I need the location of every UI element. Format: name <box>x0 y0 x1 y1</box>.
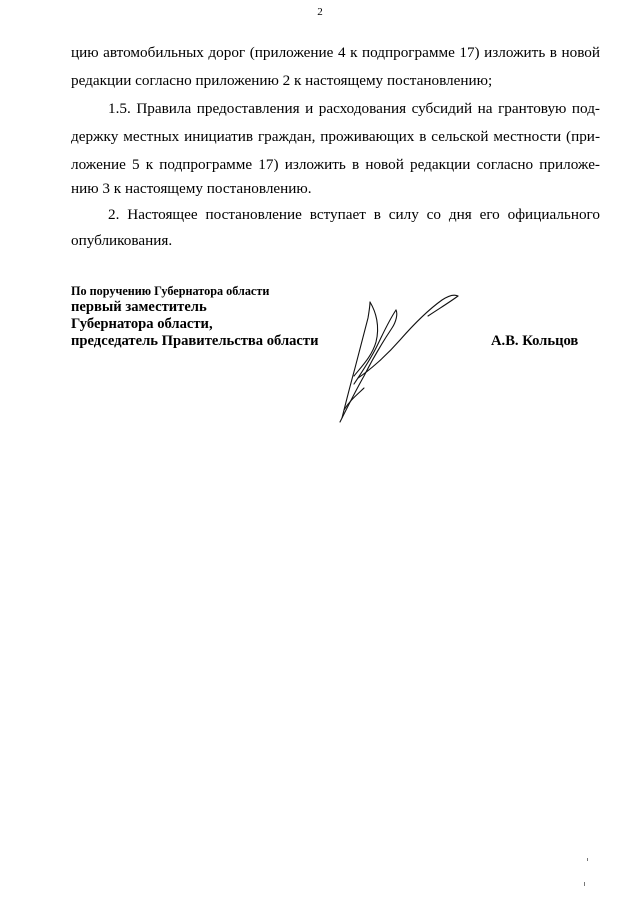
body-line: опубликования. <box>71 232 173 249</box>
signature-note: По поручению Губернатора области <box>71 284 270 298</box>
signatory-position-line: Губернатора области, <box>71 316 213 332</box>
body-line: держку местных инициатив граждан, проживающих в сельской местности (при- <box>71 128 600 145</box>
handwritten-signature <box>330 290 470 430</box>
body-line: цию автомобильных дорог (приложение 4 к подпрограмме 17) изложить в новой <box>71 44 600 61</box>
body-line: 1.5. Правила предоставления и расходования субсидий на грантовую под- <box>108 100 600 117</box>
body-line: 2. Настоящее постановление вступает в силу со дня его официального <box>108 206 600 223</box>
scan-artifact <box>584 882 585 886</box>
signatory-name: А.В. Кольцов <box>491 333 579 349</box>
body-line: ложение 5 к подпрограмме 17) изложить в новой редакции согласно приложе- <box>71 156 600 173</box>
body-line: нию 3 к настоящему постановлению. <box>71 180 312 197</box>
page-number: 2 <box>317 6 323 18</box>
signatory-position-line: председатель Правительства области <box>71 333 319 349</box>
body-line: редакции согласно приложению 2 к настоящему постановлению; <box>71 72 493 89</box>
scan-artifact <box>587 858 588 861</box>
signatory-position-line: первый заместитель <box>71 299 207 315</box>
